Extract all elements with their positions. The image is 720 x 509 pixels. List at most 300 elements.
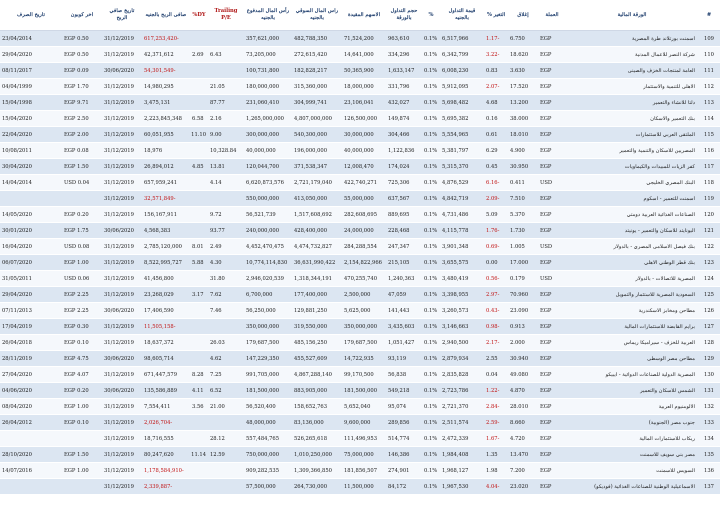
cell-paid: 750,000,000 <box>244 447 292 463</box>
cell-idx: 115 <box>698 127 720 143</box>
cell-cdate <box>0 479 62 495</box>
cell-pdate: 31/12/2019 <box>102 47 142 63</box>
table-row[interactable] <box>0 367 720 383</box>
cell-chg: 6.29 <box>484 143 508 159</box>
cell-cur: EGP <box>538 191 566 207</box>
cell-vol: 3,435,603 <box>386 319 422 335</box>
cell-cdate: 17/04/2019 <box>0 319 62 335</box>
column-header-dy[interactable]: DY% <box>190 0 208 31</box>
table-row[interactable] <box>0 239 720 255</box>
cell-pdate: 30/06/2020 <box>102 351 142 367</box>
cell-chg: -4.04 <box>484 479 508 495</box>
cell-mcap: 2,721,179,040 <box>292 175 342 191</box>
column-header-shares[interactable]: الاسهم المقيدة <box>342 0 386 31</box>
cell-paid: 350,000,000 <box>244 319 292 335</box>
cell-pct1: 0.1% <box>422 367 440 383</box>
column-header-chg[interactable]: التغير % <box>484 0 508 31</box>
cell-idx: 128 <box>698 335 720 351</box>
cell-close: 7.200 <box>508 463 538 479</box>
cell-coupon: EGP 1.50 <box>62 159 102 175</box>
cell-idx: 132 <box>698 399 720 415</box>
cell-coupon: EGP 0.30 <box>62 319 102 335</box>
column-header-mcap[interactable]: راس المال السوقي بالجنيه <box>292 0 342 31</box>
cell-close: 17.520 <box>508 79 538 95</box>
cell-mcap: 177,400,000 <box>292 287 342 303</box>
cell-cur: EGP <box>538 287 566 303</box>
cell-name[interactable]: مصر بني سويف للاسمنت <box>566 447 698 463</box>
table-row[interactable] <box>0 127 720 143</box>
cell-profit: -2,026,704 <box>142 415 190 431</box>
cell-name[interactable]: المصرية للاتصالات - بالدولار <box>566 271 698 287</box>
cell-close: 5.370 <box>508 207 538 223</box>
cell-pe: 9.00 <box>208 127 244 143</box>
table-row[interactable] <box>0 175 720 191</box>
cell-chg: -6.16 <box>484 175 508 191</box>
cell-dy: 11.10 <box>190 127 208 143</box>
cell-name[interactable]: مطاحن مصر الوسطى <box>566 351 698 367</box>
cell-pdate: 31/12/2019 <box>102 287 142 303</box>
cell-mcap: 158,652,763 <box>292 399 342 415</box>
cell-vol: 56,838 <box>386 367 422 383</box>
cell-cur: USD <box>538 239 566 255</box>
cell-turnover: 2,940,500 <box>440 335 484 351</box>
cell-close: 28.010 <box>508 399 538 415</box>
cell-name[interactable]: بنك فيصل الاسلامى المصري - بالدولار <box>566 239 698 255</box>
cell-pdate: 31/12/2019 <box>102 95 142 111</box>
cell-dy: 5.88 <box>190 255 208 271</box>
cell-mcap: 1,318,344,191 <box>292 271 342 287</box>
table-row[interactable] <box>0 31 720 47</box>
cell-cur: EGP <box>538 303 566 319</box>
cell-dy: 4.85 <box>190 159 208 175</box>
cell-profit: 3,475,131 <box>142 95 190 111</box>
cell-vol: 215,105 <box>386 255 422 271</box>
cell-pdate: 31/12/2019 <box>102 175 142 191</box>
cell-name[interactable]: المصرية الدولية للصناعات الدوائية - ايبيكو <box>566 367 698 383</box>
cell-name[interactable]: بنك التعمير والاسكان <box>566 111 698 127</box>
table-row[interactable] <box>0 47 720 63</box>
cell-shares: 23,106,041 <box>342 95 386 111</box>
cell-pe <box>208 415 244 431</box>
cell-vol: 334,296 <box>386 47 422 63</box>
cell-profit: 14,980,295 <box>142 79 190 95</box>
column-header-cdate[interactable]: تاريخ الصرف <box>0 0 62 31</box>
cell-name[interactable]: ريكاب للاستثمارات المالية <box>566 431 698 447</box>
cell-vol: 174,024 <box>386 159 422 175</box>
cell-pe: 2.16 <box>208 111 244 127</box>
cell-cur: EGP <box>538 223 566 239</box>
cell-name[interactable]: الملتقى العربي للاستثمارات <box>566 127 698 143</box>
cell-pct1: 0.1% <box>422 399 440 415</box>
cell-idx: 109 <box>698 31 720 47</box>
cell-paid: 181,500,000 <box>244 383 292 399</box>
column-header-name[interactable]: الورقة المالية <box>566 0 698 31</box>
cell-pct1: 0.1% <box>422 223 440 239</box>
cell-profit: 41,456,800 <box>142 271 190 287</box>
cell-pdate: 31/12/2019 <box>102 463 142 479</box>
cell-pdate: 30/06/2020 <box>102 383 142 399</box>
cell-mcap: 36,631,990,422 <box>292 255 342 271</box>
cell-close: 4.720 <box>508 431 538 447</box>
cell-idx: 135 <box>698 447 720 463</box>
cell-chg: -2.59 <box>484 415 508 431</box>
cell-chg: -1.76 <box>484 223 508 239</box>
cell-pe: 31.80 <box>208 271 244 287</box>
cell-pe: 4.14 <box>208 175 244 191</box>
cell-chg: -0.69 <box>484 239 508 255</box>
cell-idx: 136 <box>698 463 720 479</box>
table-row[interactable] <box>0 287 720 303</box>
table-row[interactable] <box>0 111 720 127</box>
cell-coupon: EGP 1.50 <box>62 447 102 463</box>
cell-profit: 60,051,955 <box>142 127 190 143</box>
column-header-close[interactable]: إغلاق <box>508 0 538 31</box>
cell-name[interactable]: بنك قطر الوطني الاهلي <box>566 255 698 271</box>
cell-pct1: 0.1% <box>422 63 440 79</box>
cell-chg: -2.17 <box>484 335 508 351</box>
cell-chg: 0.16 <box>484 111 508 127</box>
cell-pe: 9.72 <box>208 207 244 223</box>
cell-shares: 14,641,000 <box>342 47 386 63</box>
cell-idx: 117 <box>698 159 720 175</box>
cell-cur: EGP <box>538 47 566 63</box>
column-header-pct1[interactable]: % <box>422 0 440 31</box>
cell-cdate: 14/05/2020 <box>0 207 62 223</box>
cell-pct1: 0.1% <box>422 479 440 495</box>
cell-close: 1.730 <box>508 223 538 239</box>
cell-cur: EGP <box>538 255 566 271</box>
cell-pct1: 0.1% <box>422 287 440 303</box>
cell-name[interactable]: اليونايتد للاسكان والتعمير - يونيتد <box>566 223 698 239</box>
table-row[interactable] <box>0 479 720 495</box>
cell-chg: -1.22 <box>484 383 508 399</box>
table-header-row <box>0 0 720 31</box>
cell-close: 17.000 <box>508 255 538 271</box>
cell-turnover: 2,835,828 <box>440 367 484 383</box>
cell-pdate: 31/12/2019 <box>102 159 142 175</box>
cell-profit: 26,894,012 <box>142 159 190 175</box>
column-header-paid[interactable]: رأس المال المدفوع بالجنيه <box>244 0 292 31</box>
table-row[interactable] <box>0 159 720 175</box>
cell-name[interactable]: الصناعات الغذائية العربية دومتي <box>566 207 698 223</box>
cell-pct1: 0.1% <box>422 31 440 47</box>
cell-mcap: 182,828,217 <box>292 63 342 79</box>
cell-idx: 131 <box>698 383 720 399</box>
column-header-pe[interactable]: Trailing P/E <box>208 0 244 31</box>
cell-profit: -2,339,887 <box>142 479 190 495</box>
column-header-cur[interactable]: العملة <box>538 0 566 31</box>
table-row[interactable] <box>0 399 720 415</box>
cell-cdate: 26/04/2012 <box>0 415 62 431</box>
cell-dy <box>190 479 208 495</box>
table-row[interactable] <box>0 463 720 479</box>
cell-shares: 75,000,000 <box>342 447 386 463</box>
cell-pdate: 31/12/2019 <box>102 255 142 271</box>
cell-coupon <box>62 191 102 207</box>
cell-turnover: 2,721,370 <box>440 399 484 415</box>
cell-shares: 14,722,935 <box>342 351 386 367</box>
cell-pct1: 0.1% <box>422 415 440 431</box>
cell-pct1: 0.1% <box>422 431 440 447</box>
cell-close: 3.630 <box>508 63 538 79</box>
cell-pe <box>208 31 244 47</box>
cell-mcap: 1,309,366,850 <box>292 463 342 479</box>
cell-shares: 30,000,000 <box>342 127 386 143</box>
cell-name[interactable]: مطاحن ومخابز الاسكندرية <box>566 303 698 319</box>
cell-profit: 671,447,579 <box>142 367 190 383</box>
cell-shares: 11,500,000 <box>342 479 386 495</box>
cell-turnover: 5,381,797 <box>440 143 484 159</box>
cell-turnover: 1,968,127 <box>440 463 484 479</box>
cell-dy <box>190 431 208 447</box>
cell-dy <box>190 303 208 319</box>
cell-cur: EGP <box>538 351 566 367</box>
cell-pct1: 0.1% <box>422 47 440 63</box>
cell-pdate: 31/12/2019 <box>102 447 142 463</box>
cell-dy <box>190 223 208 239</box>
cell-name[interactable]: كفر الزيات للمبيدات والكيماويات <box>566 159 698 175</box>
cell-mcap: 4,867,288,140 <box>292 367 342 383</box>
cell-mcap: 428,400,000 <box>292 223 342 239</box>
cell-cdate: 08/04/2020 <box>0 399 62 415</box>
table-row[interactable] <box>0 207 720 223</box>
cell-cur: EGP <box>538 415 566 431</box>
cell-vol: 149,874 <box>386 111 422 127</box>
cell-name[interactable]: المصريين للاسكان والتنمية والتعمير <box>566 143 698 159</box>
cell-idx: 125 <box>698 287 720 303</box>
cell-shares: 5,652,040 <box>342 399 386 415</box>
table-row[interactable] <box>0 303 720 319</box>
table-row[interactable] <box>0 335 720 351</box>
cell-pdate: 31/12/2019 <box>102 143 142 159</box>
table-row[interactable] <box>0 447 720 463</box>
cell-profit: 18,716,555 <box>142 431 190 447</box>
cell-vol: 247,347 <box>386 239 422 255</box>
cell-coupon: EGP 0.09 <box>62 63 102 79</box>
cell-dy <box>190 463 208 479</box>
cell-vol: 1,051,427 <box>386 335 422 351</box>
cell-name[interactable]: شركة النصر للاعمال المدنية <box>566 47 698 63</box>
cell-profit: -11,505,158 <box>142 319 190 335</box>
cell-shares: 12,008,470 <box>342 159 386 175</box>
cell-shares: 55,000,000 <box>342 191 386 207</box>
cell-cur: EGP <box>538 159 566 175</box>
cell-close: 23.020 <box>508 479 538 495</box>
cell-idx: 126 <box>698 303 720 319</box>
cell-coupon: EGP 2.00 <box>62 127 102 143</box>
cell-name[interactable]: اسمنت للتعمير - اسكوم <box>566 191 698 207</box>
table-row[interactable] <box>0 143 720 159</box>
cell-shares: 2,154,822,966 <box>342 255 386 271</box>
cell-chg: 1.35 <box>484 447 508 463</box>
cell-name[interactable]: السعودية المصرية للاستثمار والتمويل <box>566 287 698 303</box>
table-row[interactable] <box>0 223 720 239</box>
table-row[interactable] <box>0 271 720 287</box>
cell-chg: -2.84 <box>484 399 508 415</box>
cell-turnover: 4,842,719 <box>440 191 484 207</box>
cell-cdate: 30/04/2020 <box>0 159 62 175</box>
cell-pct1: 0.1% <box>422 319 440 335</box>
cell-name[interactable]: الشمس للاسكان والتعمير <box>566 383 698 399</box>
cell-vol: 725,306 <box>386 175 422 191</box>
cell-pe: 28.12 <box>208 431 244 447</box>
cell-name[interactable]: العامة لمنتجات الخزف والصينى <box>566 63 698 79</box>
cell-idx: 137 <box>698 479 720 495</box>
cell-pe: 26.03 <box>208 335 244 351</box>
column-header-turnover[interactable]: قيمة التداول بالجنيه <box>440 0 484 31</box>
cell-pct1: 0.1% <box>422 127 440 143</box>
cell-profit: -1,178,584,910 <box>142 463 190 479</box>
cell-turnover: 2,511,574 <box>440 415 484 431</box>
cell-cur: EGP <box>538 79 566 95</box>
cell-cdate: 14/04/2014 <box>0 175 62 191</box>
cell-close: 2.000 <box>508 335 538 351</box>
cell-coupon: USD 0.04 <box>62 175 102 191</box>
cell-cdate: 28/11/2019 <box>0 351 62 367</box>
cell-vol: 331,796 <box>386 79 422 95</box>
cell-pct1: 0.1% <box>422 463 440 479</box>
cell-cdate: 04/04/1999 <box>0 79 62 95</box>
table-row[interactable] <box>0 431 720 447</box>
cell-name[interactable]: برايم القابضة للاستثمارات المالية <box>566 319 698 335</box>
cell-vol: 228,468 <box>386 223 422 239</box>
cell-cur: EGP <box>538 143 566 159</box>
cell-name[interactable]: الالومنيوم العربية <box>566 399 698 415</box>
cell-name[interactable]: العربية للخزف - سيراميكا ريماس <box>566 335 698 351</box>
column-header-pdate[interactable]: تاريخ صافي الربح <box>102 0 142 31</box>
table-row[interactable] <box>0 255 720 271</box>
cell-dy: 4.11 <box>190 383 208 399</box>
table-row[interactable] <box>0 415 720 431</box>
cell-dy <box>190 79 208 95</box>
cell-coupon: USD 0.06 <box>62 271 102 287</box>
cell-paid: 56,250,000 <box>244 303 292 319</box>
cell-paid: 100,731,800 <box>244 63 292 79</box>
cell-pct1: 0.1% <box>422 383 440 399</box>
cell-paid: 73,205,000 <box>244 47 292 63</box>
cell-vol: 889,695 <box>386 207 422 223</box>
cell-mcap: 485,156,250 <box>292 335 342 351</box>
cell-close: 6.750 <box>508 31 538 47</box>
cell-coupon: EGP 0.50 <box>62 31 102 47</box>
cell-cdate: 16/04/2020 <box>0 239 62 255</box>
table-row[interactable] <box>0 383 720 399</box>
cell-turnover: 4,115,778 <box>440 223 484 239</box>
cell-pe <box>208 319 244 335</box>
cell-pct1: 0.1% <box>422 303 440 319</box>
cell-close: 1.005 <box>508 239 538 255</box>
cell-coupon <box>62 431 102 447</box>
cell-pe: 10,328.84 <box>208 143 244 159</box>
cell-paid: 300,000,000 <box>244 127 292 143</box>
cell-mcap: 540,300,000 <box>292 127 342 143</box>
cell-close: 18.620 <box>508 47 538 63</box>
cell-dy <box>190 351 208 367</box>
cell-pe: 7.62 <box>208 287 244 303</box>
cell-idx: 121 <box>698 223 720 239</box>
cell-shares: 2,500,000 <box>342 287 386 303</box>
table-row[interactable] <box>0 319 720 335</box>
cell-pdate: 31/12/2019 <box>102 191 142 207</box>
cell-cur: EGP <box>538 399 566 415</box>
cell-chg: -2.09 <box>484 191 508 207</box>
cell-pe: 2.49 <box>208 239 244 255</box>
cell-name[interactable]: دلتا للانشاء والتعمير <box>566 95 698 111</box>
cell-name[interactable]: جنوب مصر (الجنوبية) <box>566 415 698 431</box>
cell-pdate: 31/12/2019 <box>102 207 142 223</box>
cell-vol: 274,901 <box>386 463 422 479</box>
cell-name[interactable]: الاسماعيلية الوطنية للصناعات الغذائية (فوديكو) <box>566 479 698 495</box>
cell-profit: 2,223,845,348 <box>142 111 190 127</box>
column-header-idx[interactable]: # <box>698 0 720 31</box>
column-header-vol[interactable]: حجم التداول بالورقة <box>386 0 422 31</box>
cell-close: 30.940 <box>508 351 538 367</box>
cell-coupon: USD 0.08 <box>62 239 102 255</box>
cell-cdate: 14/07/2016 <box>0 463 62 479</box>
cell-shares: 5,625,000 <box>342 303 386 319</box>
cell-close: 13.470 <box>508 447 538 463</box>
cell-name[interactable]: السويس للاسمنت <box>566 463 698 479</box>
cell-pe <box>208 191 244 207</box>
cell-name[interactable]: الاهلى للتنمية والاستثمار <box>566 79 698 95</box>
cell-mcap: 315,360,000 <box>292 79 342 95</box>
cell-paid: 56,521,739 <box>244 207 292 223</box>
cell-dy: 3.17 <box>190 287 208 303</box>
cell-cur: EGP <box>538 463 566 479</box>
cell-paid: 57,500,000 <box>244 479 292 495</box>
cell-name[interactable]: اسمنت بورتلاند طرة المصرية <box>566 31 698 47</box>
cell-pct1: 0.1% <box>422 159 440 175</box>
cell-name[interactable]: البنك المصري الخليجي <box>566 175 698 191</box>
cell-cur: EGP <box>538 127 566 143</box>
table-row[interactable] <box>0 191 720 207</box>
cell-coupon: EGP 0.10 <box>62 335 102 351</box>
cell-mcap: 482,788,350 <box>292 31 342 47</box>
table-row[interactable] <box>0 95 720 111</box>
cell-idx: 130 <box>698 367 720 383</box>
cell-pdate: 31/12/2019 <box>102 415 142 431</box>
cell-pct1: 0.1% <box>422 175 440 191</box>
cell-dy <box>190 335 208 351</box>
cell-coupon: EGP 2.50 <box>62 111 102 127</box>
cell-cur: EGP <box>538 479 566 495</box>
table-row[interactable] <box>0 351 720 367</box>
cell-pct1: 0.1% <box>422 255 440 271</box>
cell-pdate: 31/12/2019 <box>102 335 142 351</box>
cell-turnover: 3,901,348 <box>440 239 484 255</box>
cell-idx: 110 <box>698 47 720 63</box>
table-row[interactable] <box>0 79 720 95</box>
cell-pe: 87.77 <box>208 95 244 111</box>
cell-coupon: EGP 1.00 <box>62 255 102 271</box>
cell-profit: -32,571,849 <box>142 191 190 207</box>
cell-pdate: 31/12/2019 <box>102 31 142 47</box>
column-header-coupon[interactable]: اخر كوبون <box>62 0 102 31</box>
cell-cur: EGP <box>538 111 566 127</box>
cell-pe: 93.77 <box>208 223 244 239</box>
cell-cdate: 04/06/2020 <box>0 383 62 399</box>
column-header-profit[interactable]: صافى الربح بالجنيه <box>142 0 190 31</box>
cell-shares: 284,288,554 <box>342 239 386 255</box>
cell-idx: 119 <box>698 191 720 207</box>
cell-paid: 557,484,765 <box>244 431 292 447</box>
table-row[interactable] <box>0 63 720 79</box>
cell-profit: 98,605,714 <box>142 351 190 367</box>
cell-paid: 2,946,020,539 <box>244 271 292 287</box>
cell-idx: 129 <box>698 351 720 367</box>
cell-mcap: 455,527,609 <box>292 351 342 367</box>
cell-paid: 357,621,000 <box>244 31 292 47</box>
